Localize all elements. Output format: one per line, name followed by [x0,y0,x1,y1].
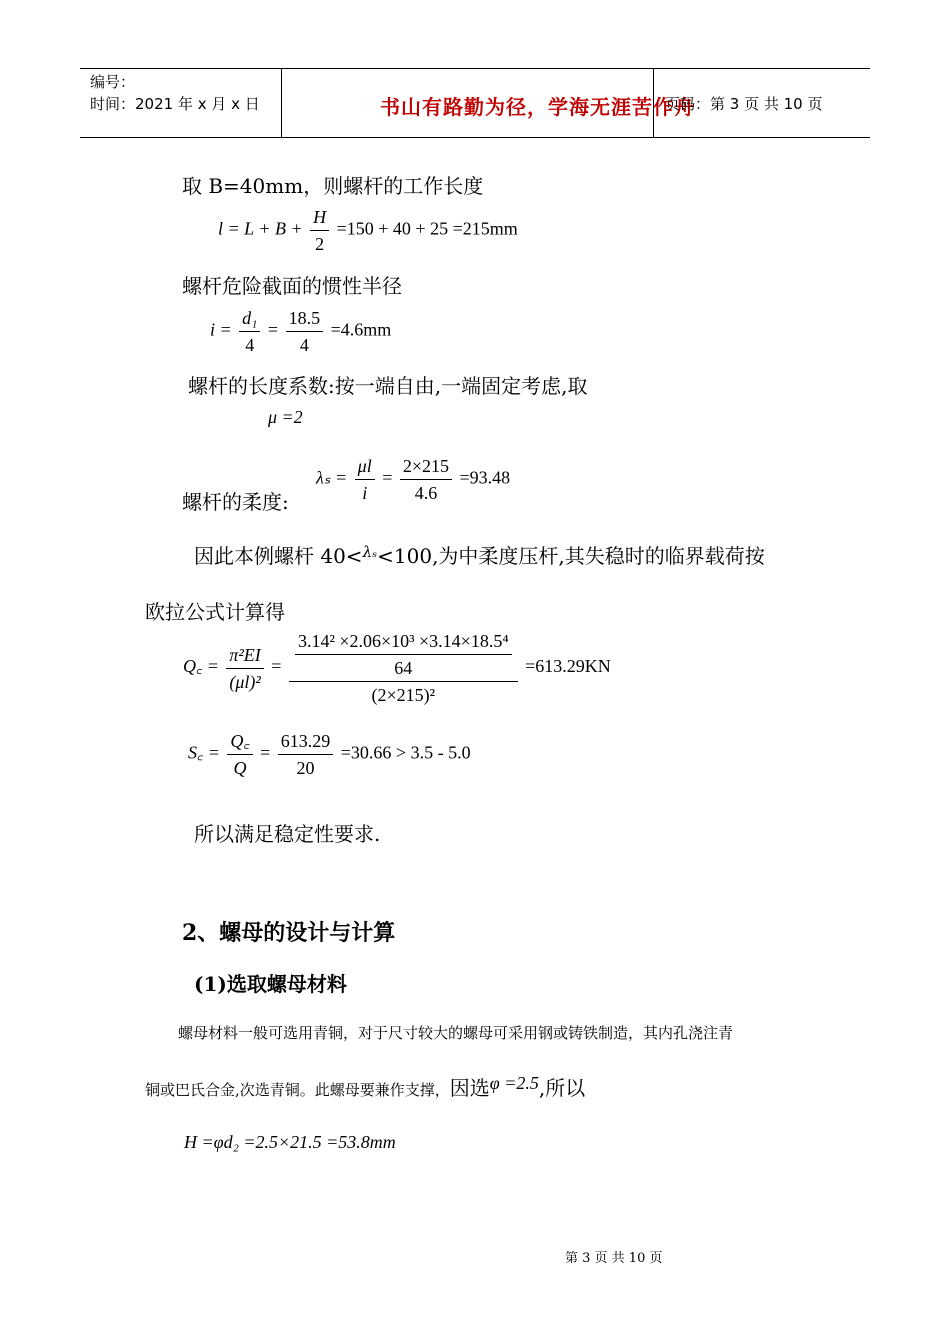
paragraph: 铜或巴氏合金,次选青铜。此螺母要兼作支撑，因选φ =2.5,所以 [145,1073,586,1100]
motto: 书山有路勤为径，学海无涯苦作舟 [380,95,695,119]
section-heading: 2、螺母的设计与计算 [182,920,396,946]
time-label: 时间：2021 年 x 月 x 日 [90,95,260,113]
paragraph: 所以满足稳定性要求. [194,822,381,846]
fraction: $\frac{H}{2}$ [310,206,329,255]
header-left [90,71,260,115]
paragraph: 螺杆的柔度: [182,490,289,514]
fraction: $\frac{613.29}{20}$ [278,730,334,779]
paragraph: 螺杆危险截面的惯性半径 [182,274,402,298]
paragraph: 因此本例螺杆 40<$^{\lambda_s}$<100,为中柔度压杆,其失稳时的临界载荷按 [194,543,765,568]
fraction: $\frac{18.5}{4}$ [286,307,324,356]
equation-radius: i = $\frac{\text{d₁}}{4}$ = $\frac{18.5}{4}$ =4.6mm [210,308,392,355]
fraction: $\frac{\text{d₁}}{4}$ [239,307,260,356]
eq-lhs: l = L + B + [218,218,303,239]
fraction-large: $\frac{\frac{\text{3.14² ×2.06×10³ ×3.14×18.5⁴}}{64}}{\text{(2×215)²}}$ [289,630,518,706]
code-label: 编号： [90,73,136,91]
equation-slenderness: λₛ = $\frac{\mu l}{i}$ = $\frac{2\times 215}{4.6}$ =93.48 [316,456,511,503]
page-footer: 第 3 页 共 10 页 [565,1251,663,1266]
fraction: $\frac{2\times 215}{4.6}$ [400,455,452,504]
fraction: $\frac{\mu l}{i}$ [355,455,375,504]
equation-working-length [218,206,518,255]
paragraph: 螺杆的长度系数:按一端自由,一端固定考虑,取 [188,374,588,398]
paragraph: 取 B=40mm，则螺杆的工作长度 [182,174,484,198]
fraction: $\frac{\text{π²EI}}{\text{(μl)²}}$ [226,644,263,693]
paragraph: 欧拉公式计算得 [145,600,285,624]
equation-mu: μ =2 [268,407,303,427]
equation-nut-height: H =φd₂ =2.5×21.5 =53.8mm [184,1132,396,1152]
page-label: 页码：第 3 页 共 10 页 [665,95,823,113]
equation-critical-load: Q꜀ = $\frac{\text{π²EI}}{\text{(μl)²}}$ = $\frac{\frac{\text{3.14² ×2.06×10³ ×3.14×18.5⁴}}{64}}{\text{(2×215)²}}$ =613.29KN [183,631,611,705]
fraction-inner: $\frac{\text{3.14² ×2.06×10³ ×3.14×18.5⁴}}{64}$ [295,630,512,679]
subsection-heading: (1)选取螺母材料 [194,972,347,996]
header-divider [281,69,282,137]
paragraph: 螺母材料一般可选用青铜，对于尺寸较大的螺母可采用钢或铸铁制造，其内孔浇注青 [178,1024,734,1042]
header-table [80,68,870,138]
equation-safety-factor: S꜀ = $\frac{Q꜀}{Q}$ = $\frac{613.29}{20}$ =30.66 > 3.5 - 5.0 [188,731,471,778]
eq-rhs: =150 + 40 + 25 =215mm [336,218,518,239]
fraction: $\frac{Q꜀}{Q}$ [227,730,252,779]
